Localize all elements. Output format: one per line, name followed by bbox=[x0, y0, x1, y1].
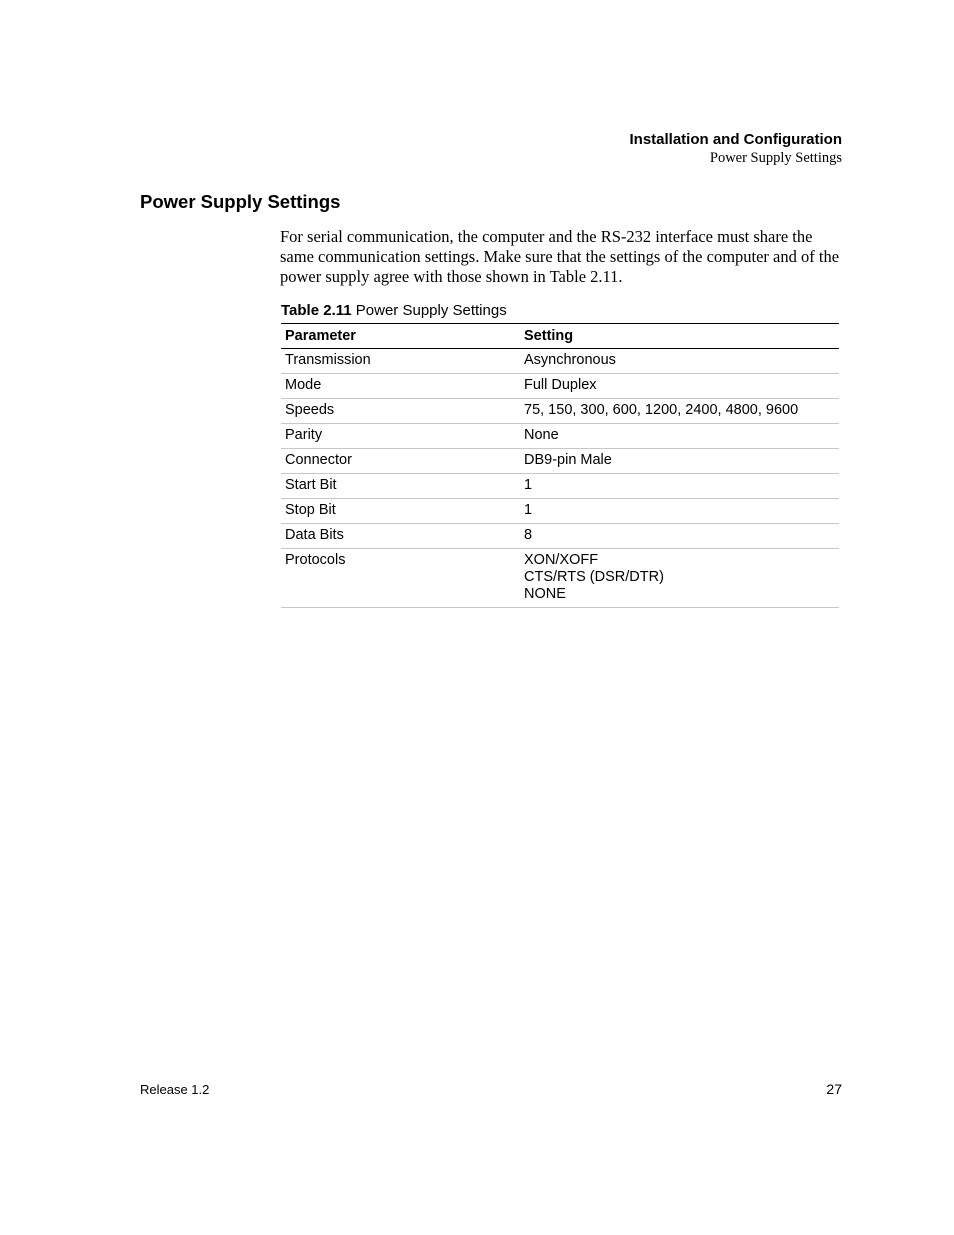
setting-cell bbox=[520, 499, 839, 524]
setting-line: DB9-pin Male bbox=[524, 452, 612, 468]
section-title: Power Supply Settings bbox=[140, 191, 341, 212]
footer-release: Release 1.2 bbox=[140, 1082, 210, 1097]
parameter-cell: Data Bits bbox=[281, 524, 520, 549]
running-header-chapter: Installation and Configuration bbox=[629, 131, 842, 148]
running-header bbox=[630, 130, 843, 168]
setting-cell bbox=[520, 474, 839, 499]
table-row bbox=[281, 349, 839, 374]
setting-cell bbox=[520, 349, 839, 374]
parameter-cell: Speeds bbox=[281, 399, 520, 424]
parameter-cell: Parity bbox=[281, 424, 520, 449]
parameter-cell: Connector bbox=[281, 449, 520, 474]
footer-page-number: 27 bbox=[826, 1081, 842, 1097]
setting-line: XON/XOFF bbox=[524, 552, 599, 568]
setting-line: Asynchronous bbox=[524, 352, 616, 368]
parameter-cell: Mode bbox=[281, 374, 520, 399]
column-header-setting: Setting bbox=[520, 324, 839, 349]
table-row bbox=[281, 424, 839, 449]
parameter-cell: Stop Bit bbox=[281, 499, 520, 524]
table-caption bbox=[281, 301, 507, 320]
table-row bbox=[281, 499, 839, 524]
table-row bbox=[281, 374, 839, 399]
setting-cell bbox=[520, 549, 839, 608]
setting-cell bbox=[520, 524, 839, 549]
parameter-cell: Start Bit bbox=[281, 474, 520, 499]
setting-line: 8 bbox=[524, 527, 533, 543]
table-row bbox=[281, 474, 839, 499]
table-caption-number: Table 2.11 bbox=[281, 302, 352, 319]
setting-line: Full Duplex bbox=[524, 377, 597, 393]
parameter-cell: Protocols bbox=[281, 549, 520, 608]
setting-line: NONE bbox=[524, 586, 566, 602]
setting-cell bbox=[520, 374, 839, 399]
table-header-row bbox=[281, 324, 839, 349]
table-caption-title: Power Supply Settings bbox=[355, 302, 507, 319]
setting-cell bbox=[520, 424, 839, 449]
parameter-cell: Transmission bbox=[281, 349, 520, 374]
setting-line: 1 bbox=[524, 502, 533, 518]
running-header-section: Power Supply Settings bbox=[709, 150, 842, 166]
intro-paragraph: For serial communication, the computer and the RS-232 interface must share the same communication settings. Make sure that the settings of the computer and of the power supply agree with those shown in Table 2.11. bbox=[280, 227, 840, 286]
setting-line: None bbox=[524, 427, 559, 443]
table-row bbox=[281, 549, 839, 608]
settings-table bbox=[281, 323, 839, 608]
setting-cell bbox=[520, 449, 839, 474]
setting-line: CTS/RTS (DSR/DTR) bbox=[524, 569, 664, 585]
table-row bbox=[281, 399, 839, 424]
column-header-parameter: Parameter bbox=[281, 324, 520, 349]
table-row bbox=[281, 449, 839, 474]
table-row bbox=[281, 524, 839, 549]
setting-line: 75, 150, 300, 600, 1200, 2400, 4800, 9600 bbox=[524, 402, 799, 418]
setting-line: 1 bbox=[524, 477, 533, 493]
setting-cell bbox=[520, 399, 839, 424]
